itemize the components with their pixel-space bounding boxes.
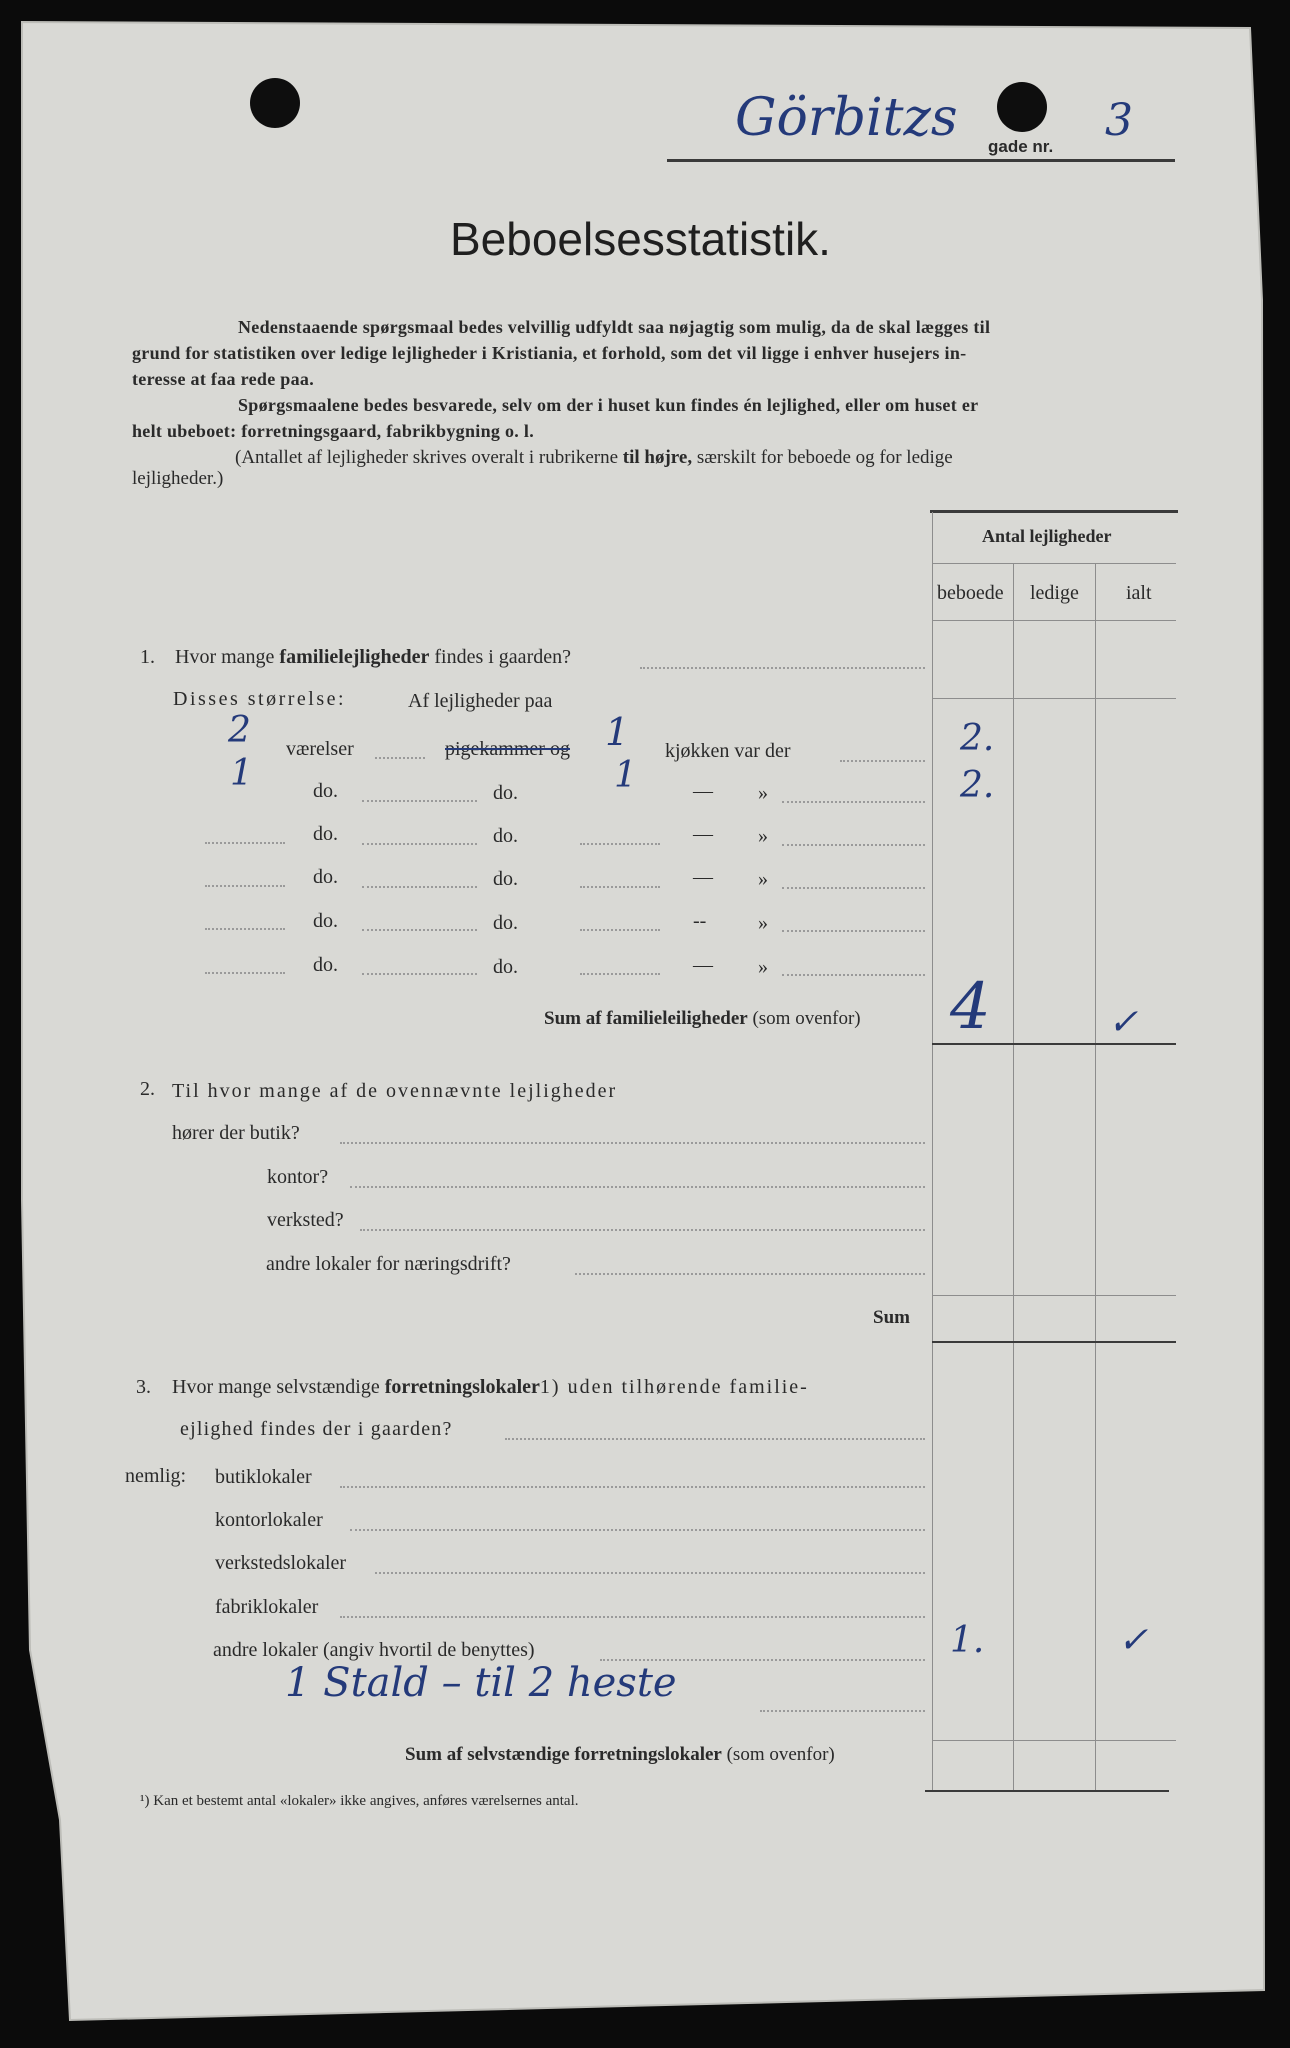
table-rule <box>933 620 1176 621</box>
leader-dots <box>340 1616 925 1618</box>
q2-butik: hører der butik? <box>172 1122 300 1144</box>
q1-do: do. <box>313 823 338 845</box>
q1-sum-beboede-handwritten: 4 <box>950 970 991 1044</box>
leader-dots <box>362 800 477 802</box>
q1-do: do. <box>313 954 338 976</box>
col-header-ialt: ialt <box>1126 582 1152 604</box>
q1-ditto: » <box>758 825 768 847</box>
q1-row1-struck-text: pigekammer og <box>445 738 570 760</box>
q2-andre: andre lokaler for næringsdrift? <box>266 1253 511 1275</box>
col-header-beboede: beboede <box>937 582 1004 604</box>
leader-dots <box>575 1273 925 1275</box>
q1-question: Hvor mange familielejligheder findes i gaarden? <box>175 646 571 668</box>
table-rule <box>933 698 1176 699</box>
leader-dots <box>350 1529 925 1531</box>
q3-verkstedslokaler: verkstedslokaler <box>215 1552 347 1574</box>
leader-dots <box>340 1486 925 1488</box>
q1-row2-kitchen-handwritten: 1 <box>614 755 637 796</box>
q3-handwritten-note: 1 Stald – til 2 heste <box>285 1660 677 1706</box>
street-name-handwritten: Görbitzs <box>735 88 958 148</box>
q1-ditto: » <box>758 912 768 934</box>
leader-dots <box>205 972 285 974</box>
leader-dots <box>350 1186 925 1188</box>
q1-row1-vaerelser: værelser <box>286 738 354 760</box>
leader-dots <box>362 843 477 845</box>
q1-row1-rooms-handwritten: 2 <box>228 710 251 751</box>
q1-row1-kjokken: kjøkken var der <box>665 740 791 762</box>
leader-dots <box>760 1710 925 1712</box>
q3-andre-ialt-check: ✓ <box>1118 1620 1149 1661</box>
leader-dots <box>362 929 477 931</box>
q3-andre-lokaler: andre lokaler (angiv hvortil de benyttes) <box>213 1639 535 1661</box>
street-number-handwritten: 3 <box>1105 95 1133 146</box>
q1-dash: — <box>693 866 713 888</box>
q3-nemlig: nemlig: <box>125 1465 187 1487</box>
q1-af-label: Af lejligheder paa <box>408 690 553 712</box>
leader-dots <box>782 974 925 976</box>
intro-note: lejligheder.) <box>132 468 224 489</box>
q3-kontorlokaler: kontorlokaler <box>215 1509 323 1531</box>
table-rule <box>933 1295 1176 1296</box>
q2-sum-label: Sum <box>873 1307 910 1328</box>
q2-kontor: kontor? <box>267 1166 329 1188</box>
intro-text: Spørgsmaalene bedes besvarede, selv om der i huset kun findes én lejlighed, eller om huset er <box>238 395 979 415</box>
leader-dots <box>205 842 285 844</box>
leader-dots <box>782 801 925 803</box>
leader-dots <box>340 1142 925 1144</box>
leader-dots <box>580 929 660 931</box>
q1-dash: — <box>693 823 713 845</box>
q1-ditto: » <box>758 782 768 804</box>
leader-dots <box>580 973 660 975</box>
q1-sum-label: Sum af familieleiligheder (som ovenfor) <box>544 1008 861 1029</box>
q1-number: 1. <box>140 646 155 668</box>
q1-ditto: » <box>758 956 768 978</box>
table-col-line <box>932 512 933 1792</box>
q3-fabriklokaler: fabriklokaler <box>215 1596 319 1618</box>
q1-row2-rooms-handwritten: 1 <box>230 753 253 794</box>
gade-label: gade nr. <box>988 137 1054 156</box>
q3-question-cont: ejlighed findes der i gaarden? <box>180 1418 453 1440</box>
leader-dots <box>505 1438 925 1440</box>
q1-do: do. <box>493 825 518 847</box>
intro-text: grund for statistiken over ledige lejligheder i Kristiania, et forhold, som det vil ligge i enhver husejers in- <box>132 343 967 363</box>
footnote: ¹) Kan et bestemt antal «lokaler» ikke angives, anføres værelsernes antal. <box>140 1793 579 1809</box>
intro-text: teresse at faa rede paa. <box>132 369 314 389</box>
q3-question: Hvor mange selvstændige forretningslokaler1) uden tilhørende familie- <box>172 1376 809 1398</box>
leader-dots <box>782 844 925 846</box>
table-top-rule <box>930 510 1178 513</box>
q1-do: do. <box>313 780 338 802</box>
intro-text: helt ubeboet: forretningsgaard, fabrikbygning o. l. <box>132 421 534 441</box>
q1-do: do. <box>493 956 518 978</box>
q1-do: do. <box>493 868 518 890</box>
q1-row1-beboede-handwritten: 2. <box>960 718 995 759</box>
punch-hole <box>997 82 1047 132</box>
leader-dots <box>782 887 925 889</box>
q1-do: do. <box>493 782 518 804</box>
intro-note: (Antallet af lejligheder skrives overalt i rubrikerne til højre, særskilt for beboede og for ledige <box>235 447 953 468</box>
table-col-line <box>1013 563 1014 1792</box>
q1-ditto: » <box>758 868 768 890</box>
leader-dots <box>640 667 925 669</box>
leader-dots <box>580 843 660 845</box>
table-col-line <box>1095 563 1096 1792</box>
q1-dash: -- <box>693 910 707 932</box>
q3-sum-label: Sum af selvstændige forretningslokaler (som ovenfor) <box>405 1744 835 1765</box>
punch-hole <box>250 78 300 128</box>
q1-do: do. <box>493 912 518 934</box>
q1-dash: — <box>693 780 713 802</box>
leader-dots <box>205 885 285 887</box>
q2-question: Til hvor mange af de ovennævnte lejligheder <box>172 1080 618 1102</box>
leader-dots <box>840 760 925 762</box>
q1-row2-beboede-handwritten: 2. <box>960 765 995 806</box>
leader-dots <box>580 886 660 888</box>
leader-dots <box>375 1572 925 1574</box>
street-underline <box>667 159 1175 162</box>
q1-do: do. <box>313 910 338 932</box>
q1-do: do. <box>313 866 338 888</box>
leader-dots <box>782 930 925 932</box>
leader-dots <box>362 886 477 888</box>
table-group-header: Antal lejligheder <box>982 526 1112 546</box>
table-rule <box>933 1740 1176 1741</box>
leader-dots <box>360 1229 925 1231</box>
q1-size-label: Disses størrelse: <box>173 688 347 710</box>
table-sum-rule <box>925 1790 1169 1792</box>
leader-dots <box>375 757 425 759</box>
leader-dots <box>362 973 477 975</box>
q3-number: 3. <box>136 1376 151 1398</box>
q1-row1-kitchen-handwritten: 1 <box>605 710 630 754</box>
table-sum-rule <box>932 1341 1176 1343</box>
q3-butiklokaler: butiklokaler <box>215 1466 312 1488</box>
page-title: Beboelsesstatistik. <box>450 213 831 265</box>
table-rule <box>933 563 1176 564</box>
q3-andre-beboede-handwritten: 1. <box>950 1620 985 1661</box>
col-header-ledige: ledige <box>1030 582 1079 604</box>
q2-verksted: verksted? <box>267 1209 344 1231</box>
q1-dash: — <box>693 954 713 976</box>
intro-text: Nedenstaaende spørgsmaal bedes velvillig udfyldt saa nøjagtig som mulig, da de skal lægges til <box>238 317 991 337</box>
leader-dots <box>205 928 285 930</box>
q2-number: 2. <box>140 1078 155 1100</box>
q1-sum-ialt-check: ✓ <box>1108 1002 1139 1043</box>
